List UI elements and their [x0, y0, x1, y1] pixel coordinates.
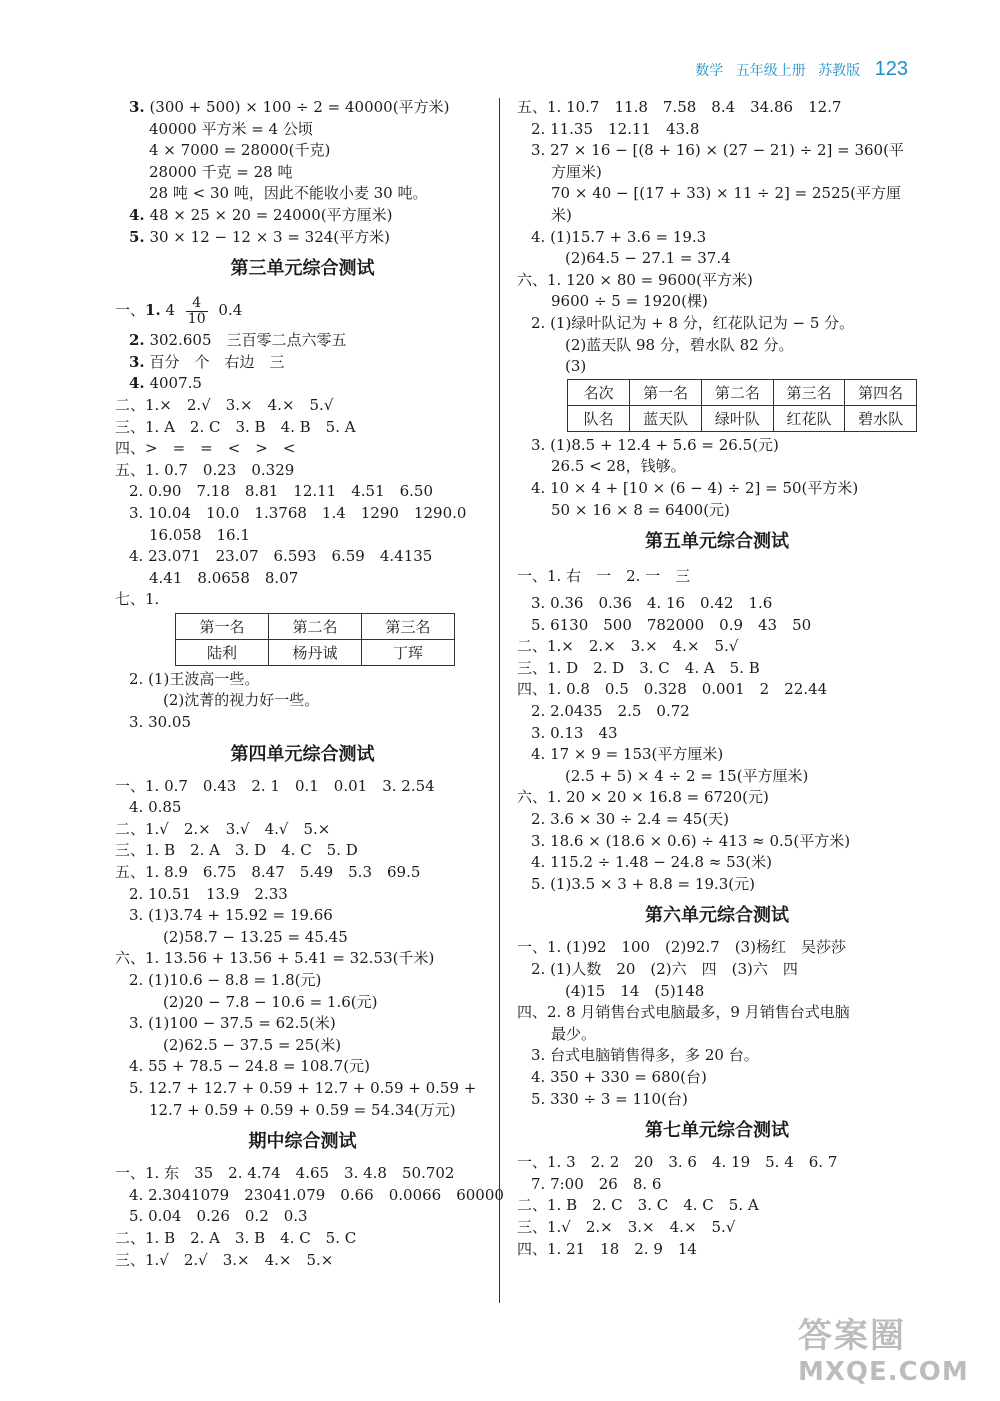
section-title-unit6: 第六单元综合测试 — [645, 905, 789, 927]
answer-line: (4)15 14 (5)148 — [565, 981, 705, 1000]
answer-line: 3. (1)8.5 + 12.4 + 5.6 = 26.5(元) — [531, 435, 779, 454]
answer-line: 3. 台式电脑销售得多，多 20 台。 — [531, 1046, 759, 1065]
answer-line: 5. 0.04 0.26 0.2 0.3 — [129, 1207, 308, 1226]
answer-line: 五、1. 0.7 0.23 0.329 — [115, 460, 295, 479]
answer-line: 一、1. 3 2. 2 20 3. 6 4. 19 5. 4 6. 7 — [517, 1153, 838, 1172]
answer-line: 六、1. 13.56 + 13.56 + 5.41 = 32.53(千米) — [115, 949, 435, 968]
answer-line: 4. 55 + 78.5 − 24.8 = 108.7(元) — [129, 1057, 370, 1076]
answer-line: 一、1. 右 一 2. 一 三 — [517, 567, 691, 586]
answer-line: 一、1. (1)92 100 (2)92.7 (3)杨红 吴莎莎 — [517, 938, 846, 957]
answer-line: 4.41 8.0658 8.07 — [149, 568, 299, 587]
left-column — [115, 97, 504, 1271]
table-cell: 第二名 — [269, 613, 362, 639]
table-row — [568, 379, 917, 405]
answer-line: 四、> = = < > < — [115, 439, 296, 458]
answer-line: 三、1. A 2. C 3. B 4. B 5. A — [115, 417, 356, 436]
answer-line: 4. 115.2 ÷ 1.48 − 24.8 ≈ 53(米) — [531, 853, 772, 872]
answer-line: 二、1.√ 2.× 3.√ 4.√ 5.× — [115, 819, 331, 838]
answer-line: 4 × 7000 = 28000(千克) — [149, 141, 331, 160]
answer-line: 3. (300 + 500) × 100 ÷ 2 = 40000(平方米) — [129, 98, 450, 116]
answer-line: 5. (1)3.5 × 3 + 8.8 = 19.3(元) — [531, 874, 755, 893]
answer-line: 28000 千克 = 28 吨 — [149, 162, 293, 181]
answer-line: 50 × 16 × 8 = 6400(元) — [551, 500, 730, 519]
table-cell: 第三名 — [773, 379, 845, 405]
table-cell: 蓝天队 — [630, 405, 702, 431]
answer-line: 七、1. — [115, 590, 160, 609]
table-cell: 绿叶队 — [702, 405, 774, 431]
answer-line: 5. 330 ÷ 3 = 110(台) — [531, 1089, 688, 1108]
column-divider — [499, 98, 500, 1303]
table-cell: 陆利 — [176, 639, 269, 665]
table-row — [176, 639, 455, 665]
answer-line: 4. 4007.5 — [129, 374, 202, 393]
answer-line: (2)蓝天队 98 分，碧水队 82 分。 — [565, 335, 794, 354]
answer-line: 12.7 + 0.59 + 0.59 + 0.59 = 54.34(万元) — [149, 1100, 456, 1119]
answer-line: 28 吨 < 30 吨，因此不能收小麦 30 吨。 — [149, 184, 428, 203]
answer-line: 7. 7:00 26 8. 6 — [531, 1174, 662, 1193]
answer-line: 40000 平方米 = 4 公顷 — [149, 119, 313, 138]
answer-line: (2)20 − 7.8 − 10.6 = 1.6(元) — [163, 992, 378, 1011]
answer-line: 一、1. 4 $\frac{4}{10}$ 0.4 — [115, 294, 243, 327]
table-cell: 碧水队 — [845, 405, 917, 431]
answer-line: 四、2. 8 月销售台式电脑最多，9 月销售台式电脑 — [517, 1003, 850, 1022]
section-title-unit5: 第五单元综合测试 — [645, 531, 789, 553]
answer-line: 9600 ÷ 5 = 1920(棵) — [551, 292, 708, 311]
answer-line: (2)62.5 − 37.5 = 25(米) — [163, 1035, 342, 1054]
table-cell: 队名 — [568, 405, 630, 431]
subject-label: 数学 — [695, 63, 724, 79]
answer-line: 三、1. D 2. D 3. C 4. A 5. B — [517, 658, 760, 677]
table-row — [176, 613, 455, 639]
answer-line: 二、1. B 2. C 3. C 4. C 5. A — [517, 1196, 759, 1215]
section-title-unit4: 第四单元综合测试 — [230, 743, 375, 765]
fraction: $\frac{4}{10}$ — [187, 294, 206, 327]
answer-line: 3. 30.05 — [129, 713, 192, 732]
answer-line: (2.5 + 5) × 4 ÷ 2 = 15(平方厘米) — [565, 766, 809, 785]
answer-line: 2. 2.0435 2.5 0.72 — [531, 702, 690, 721]
answer-line: 16.058 16.1 — [149, 525, 250, 544]
page-number: 123 — [874, 58, 908, 80]
answer-line: 一、1. 东 35 2. 4.74 4.65 3. 4.8 50.702 — [115, 1164, 455, 1183]
answer-line: 4. 2.3041079 23041.079 0.66 0.0066 60000 — [129, 1185, 504, 1204]
answer-line: 2. (1)王波高一些。 — [129, 669, 260, 688]
table-cell: 第一名 — [176, 613, 269, 639]
table-cell: 第四名 — [845, 379, 917, 405]
answer-line: 四、1. 21 18 2. 9 14 — [517, 1239, 697, 1258]
answer-line: 二、1.× 2.× 3.× 4.× 5.√ — [517, 637, 739, 656]
table-cell: 红花队 — [773, 405, 845, 431]
answer-line: (3) — [565, 357, 587, 376]
section-title-unit3: 第三单元综合测试 — [230, 258, 375, 280]
answer-line: 4. 0.85 — [129, 798, 182, 817]
answer-line: 3. 18.6 × (18.6 × 0.6) ÷ 413 ≈ 0.5(平方米) — [531, 831, 851, 850]
answer-line: 3. 0.13 43 — [531, 723, 618, 742]
answer-line: 3. 0.36 0.36 4. 16 0.42 1.6 — [531, 594, 773, 613]
answer-line: (2)58.7 − 13.25 = 45.45 — [163, 927, 348, 946]
answer-line: 5. 12.7 + 12.7 + 0.59 + 12.7 + 0.59 + 0.59 + — [129, 1078, 477, 1097]
answer-line: 五、1. 10.7 11.8 7.58 8.4 34.86 12.7 — [517, 98, 842, 116]
answer-line: 2. (1)绿叶队记为 + 8 分，红花队记为 − 5 分。 — [531, 313, 855, 332]
answer-line: 70 × 40 − [(17 + 33) × 11 ÷ 2] = 2525(平方厘 — [551, 184, 902, 203]
answer-line: 3. 百分 个 右边 三 — [129, 352, 285, 371]
answer-line: 最少。 — [551, 1024, 597, 1043]
answer-line: 4. 48 × 25 × 20 = 24000(平方厘米) — [129, 205, 393, 224]
answer-line: 米) — [551, 205, 572, 224]
answer-line: 3. (1)100 − 37.5 = 62.5(米) — [129, 1014, 336, 1033]
answer-line: 4. 23.071 23.07 6.593 6.59 4.4135 — [129, 547, 433, 566]
table-cell: 丁珲 — [362, 639, 455, 665]
table-cell: 名次 — [568, 379, 630, 405]
right-column — [517, 97, 917, 1260]
watermark-url: MXQE.COM — [798, 1357, 969, 1387]
answer-line: 4. 17 × 9 = 153(平方厘米) — [531, 745, 724, 764]
answer-line: 二、1. B 2. A 3. B 4. C 5. C — [115, 1228, 357, 1247]
answer-line: 二、1.× 2.√ 3.× 4.× 5.√ — [115, 395, 334, 414]
watermark-logo — [798, 1308, 988, 1387]
grade-label: 五年级上册 — [735, 63, 806, 79]
answer-line: 六、1. 120 × 80 = 9600(平方米) — [517, 270, 753, 289]
answer-line: 三、1. B 2. A 3. D 4. C 5. D — [115, 841, 358, 860]
answer-line: 3. (1)3.74 + 15.92 = 19.66 — [129, 906, 333, 925]
answer-line: 五、1. 8.9 6.75 8.47 5.49 5.3 69.5 — [115, 863, 421, 882]
answer-line: 3. 10.04 10.0 1.3768 1.4 1290 1290.0 — [129, 503, 467, 522]
answer-line: 5. 30 × 12 − 12 × 3 = 324(平方米) — [129, 227, 391, 246]
answer-line: 三、1.√ 2.√ 3.× 4.× 5.× — [115, 1250, 334, 1269]
answer-line: 方厘米) — [551, 162, 602, 181]
page-header — [687, 58, 908, 81]
answer-line: 一、1. 0.7 0.43 2. 1 0.1 0.01 3. 2.54 — [115, 776, 435, 795]
table-cell: 杨丹诚 — [269, 639, 362, 665]
answer-line: 2. 302.605 三百零二点六零五 — [129, 331, 347, 350]
answer-line: 4. (1)15.7 + 3.6 = 19.3 — [531, 227, 707, 246]
answer-line: 三、1.√ 2.× 3.× 4.× 5.√ — [517, 1217, 736, 1236]
watermark-title: 答案圈 — [798, 1316, 906, 1356]
answer-line: 4. 10 × 4 + [10 × (6 − 4) ÷ 2] = 50(平方米) — [531, 478, 859, 497]
answer-line: 六、1. 20 × 20 × 16.8 = 6720(元) — [517, 788, 769, 807]
table-cell: 第三名 — [362, 613, 455, 639]
section-title-midterm: 期中综合测试 — [248, 1131, 357, 1153]
table-row — [568, 405, 917, 431]
ranking-table-unit3 — [175, 613, 455, 666]
answer-line: (2)64.5 − 27.1 = 37.4 — [565, 249, 731, 268]
table-cell: 第一名 — [630, 379, 702, 405]
answer-line: 四、1. 0.8 0.5 0.328 0.001 2 22.44 — [517, 680, 828, 699]
answer-line: 2. 11.35 12.11 43.8 — [531, 119, 700, 138]
answer-line: (2)沈菁的视力好一些。 — [163, 691, 320, 710]
table-cell: 第二名 — [702, 379, 774, 405]
answer-line: 2. (1)人数 20 (2)六 四 (3)六 四 — [531, 960, 798, 978]
answer-line: 26.5 < 28，钱够。 — [551, 457, 686, 476]
answer-line: 3. 27 × 16 − [(8 + 16) × (27 − 21) ÷ 2] = 360(平 — [531, 141, 904, 160]
section-title-unit7: 第七单元综合测试 — [645, 1120, 789, 1142]
edition-label: 苏教版 — [818, 63, 861, 79]
answer-line: 2. 3.6 × 30 ÷ 2.4 = 45(天) — [531, 810, 729, 829]
ranking-table-review — [567, 379, 917, 432]
answer-line: 4. 350 + 330 = 680(台) — [531, 1067, 707, 1086]
answer-line: 2. 10.51 13.9 2.33 — [129, 884, 288, 903]
answer-line: 2. (1)10.6 − 8.8 = 1.8(元) — [129, 971, 322, 989]
answer-line: 2. 0.90 7.18 8.81 12.11 4.51 6.50 — [129, 482, 434, 501]
answer-line: 5. 6130 500 782000 0.9 43 50 — [531, 615, 812, 634]
